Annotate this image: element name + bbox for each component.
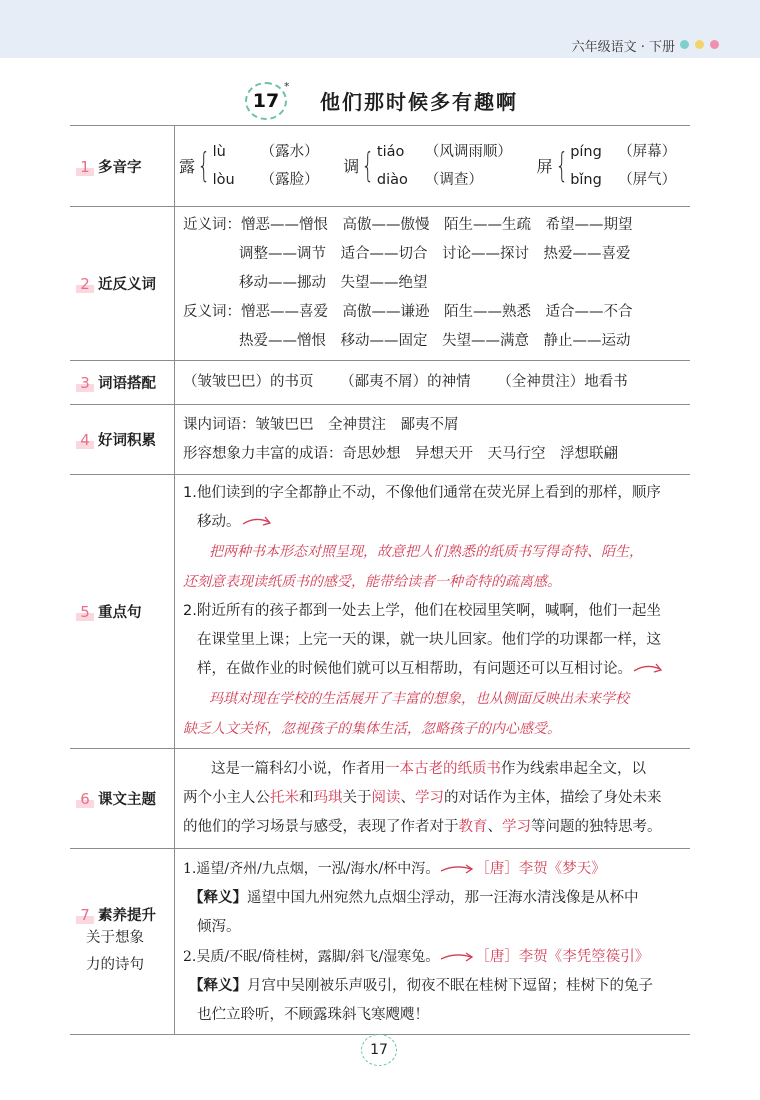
annotation-arrow-icon [632, 661, 666, 677]
lesson-title: 他们那时候多有趣啊 [320, 90, 518, 114]
key-sentence-content: 1.他们读到的字全都静止不动，不像他们通常在荧光屏上看到的那样，顺序 移动。 把两种书本形态对照呈现，故意把人们熟悉的纸质书写得奇特、陌生， 还刻意表现读纸质书的感受，能带给读者一种奇特的疏离感。 2.附近所有的孩子都到一处去上学，他们在校园里笑啊，喊啊，他们一起坐 在课堂里上课；上完一天的课，就一块儿回家。他们学的功课都一样，这 样，在做作业的时候他们就可以互相帮助，有问题还可以互相讨论。 玛琪对现在学校的生活展开了丰富的想象，也从侧面反映出未来学校 缺乏人文关怀，忽视孩子的集体生活，忽略孩子的内心感受。 [175, 475, 691, 749]
lesson-heading [0, 80, 760, 120]
row-label: 3 词语搭配 [70, 361, 175, 405]
row-good-words [70, 405, 690, 475]
row-label: 4 好词积累 [70, 405, 175, 475]
annotation-note: 把两种书本形态对照呈现，故意把人们熟悉的纸质书写得奇特、陌生， [209, 544, 643, 560]
row-synonyms [70, 207, 690, 361]
polyphone-group: 屏{ píng （屏幕） bǐng （屏气） [536, 144, 677, 188]
row-polyphones [70, 126, 690, 207]
row-label: 7 素养提升 关于想象 力的诗句 [70, 849, 175, 1035]
row-key-sentences [70, 475, 690, 749]
row-label: 1 多音字 [70, 126, 175, 207]
poem-content: 1.遥望/齐州/九点烟，一泓/海水/杯中泻。 ［唐］李贺《梦天》 【释义】遥望中国九州宛然九点烟尘浮动，那一汪海水清浅像是从杯中 倾泻。 2.吴质/不眠/倚桂树，露脚/斜飞/湿寒兔。 ［唐］李贺《李凭箜篌引》 【释义】月宫中吴刚被乐声吸引，彻夜不眠在桂树下逗留；桂树下的兔子 也伫立聆听，不顾露珠斜飞寒飕飕！ [175, 849, 691, 1035]
annotation-note: 还刻意表现读纸质书的感受，能带给读者一种奇特的疏离感。 [183, 574, 561, 590]
page-header [0, 0, 760, 58]
theme-content: 这是一篇科幻小说，作者用一本古老的纸质书作为线索串起全文，以 两个小主人公托米和玛琪关于阅读、学习的对话作为主体，描绘了身处未来 的他们的学习场景与感受，表现了作者对于教育、学习等问题的独特思考。 [175, 749, 691, 849]
arrow-right-icon [439, 950, 475, 964]
decor-dot-1 [680, 40, 689, 49]
synonym-content: 近义词：憎恶——憎恨 高傲——傲慢 陌生——生疏 希望——期望 调整——调节 适合——切合 讨论——探讨 热爱——喜爱 移动——挪动 失望——绝望 反义词：憎恶——喜爱 高傲——谦逊 陌生——熟悉 适合——不合 热爱——憎恨 移动——固定 失望——满意 静止——运动 [175, 207, 691, 361]
polyphone-group: 露{ lù （露水） lòu （露脸） [179, 144, 319, 188]
row-label: 5 重点句 [70, 475, 175, 749]
knowledge-table [70, 125, 690, 1035]
page-number: 17 [361, 1034, 397, 1066]
decor-dot-2 [695, 40, 704, 49]
lesson-number: 17 [245, 82, 287, 120]
arrow-right-icon [439, 862, 475, 876]
row-theme [70, 749, 690, 849]
row-collocation [70, 361, 690, 405]
annotation-arrow-icon [241, 514, 275, 530]
annotation-note: 玛琪对现在学校的生活展开了丰富的想象，也从侧面反映出未来学校 [209, 691, 629, 707]
collocation-content: （皱皱巴巴）的书页 （鄙夷不屑）的神情 （全神贯注）地看书 [175, 361, 691, 405]
row-label: 2 近反义词 [70, 207, 175, 361]
book-title: 六年级语文 · 下册 [571, 40, 675, 55]
lesson-star: * [284, 80, 290, 93]
polyphone-content [175, 126, 691, 207]
polyphone-group: 调{ tiáo （风调雨顺） diào （调查） [343, 144, 512, 188]
decor-dot-3 [710, 40, 719, 49]
row-label: 6 课文主题 [70, 749, 175, 849]
good-words-content: 课内词语：皱皱巴巴 全神贯注 鄙夷不屑 形容想象力丰富的成语：奇思妙想 异想天开 天马行空 浮想联翩 [175, 405, 691, 475]
annotation-note: 缺乏人文关怀，忽视孩子的集体生活，忽略孩子的内心感受。 [183, 721, 561, 737]
row-poems [70, 849, 690, 1035]
